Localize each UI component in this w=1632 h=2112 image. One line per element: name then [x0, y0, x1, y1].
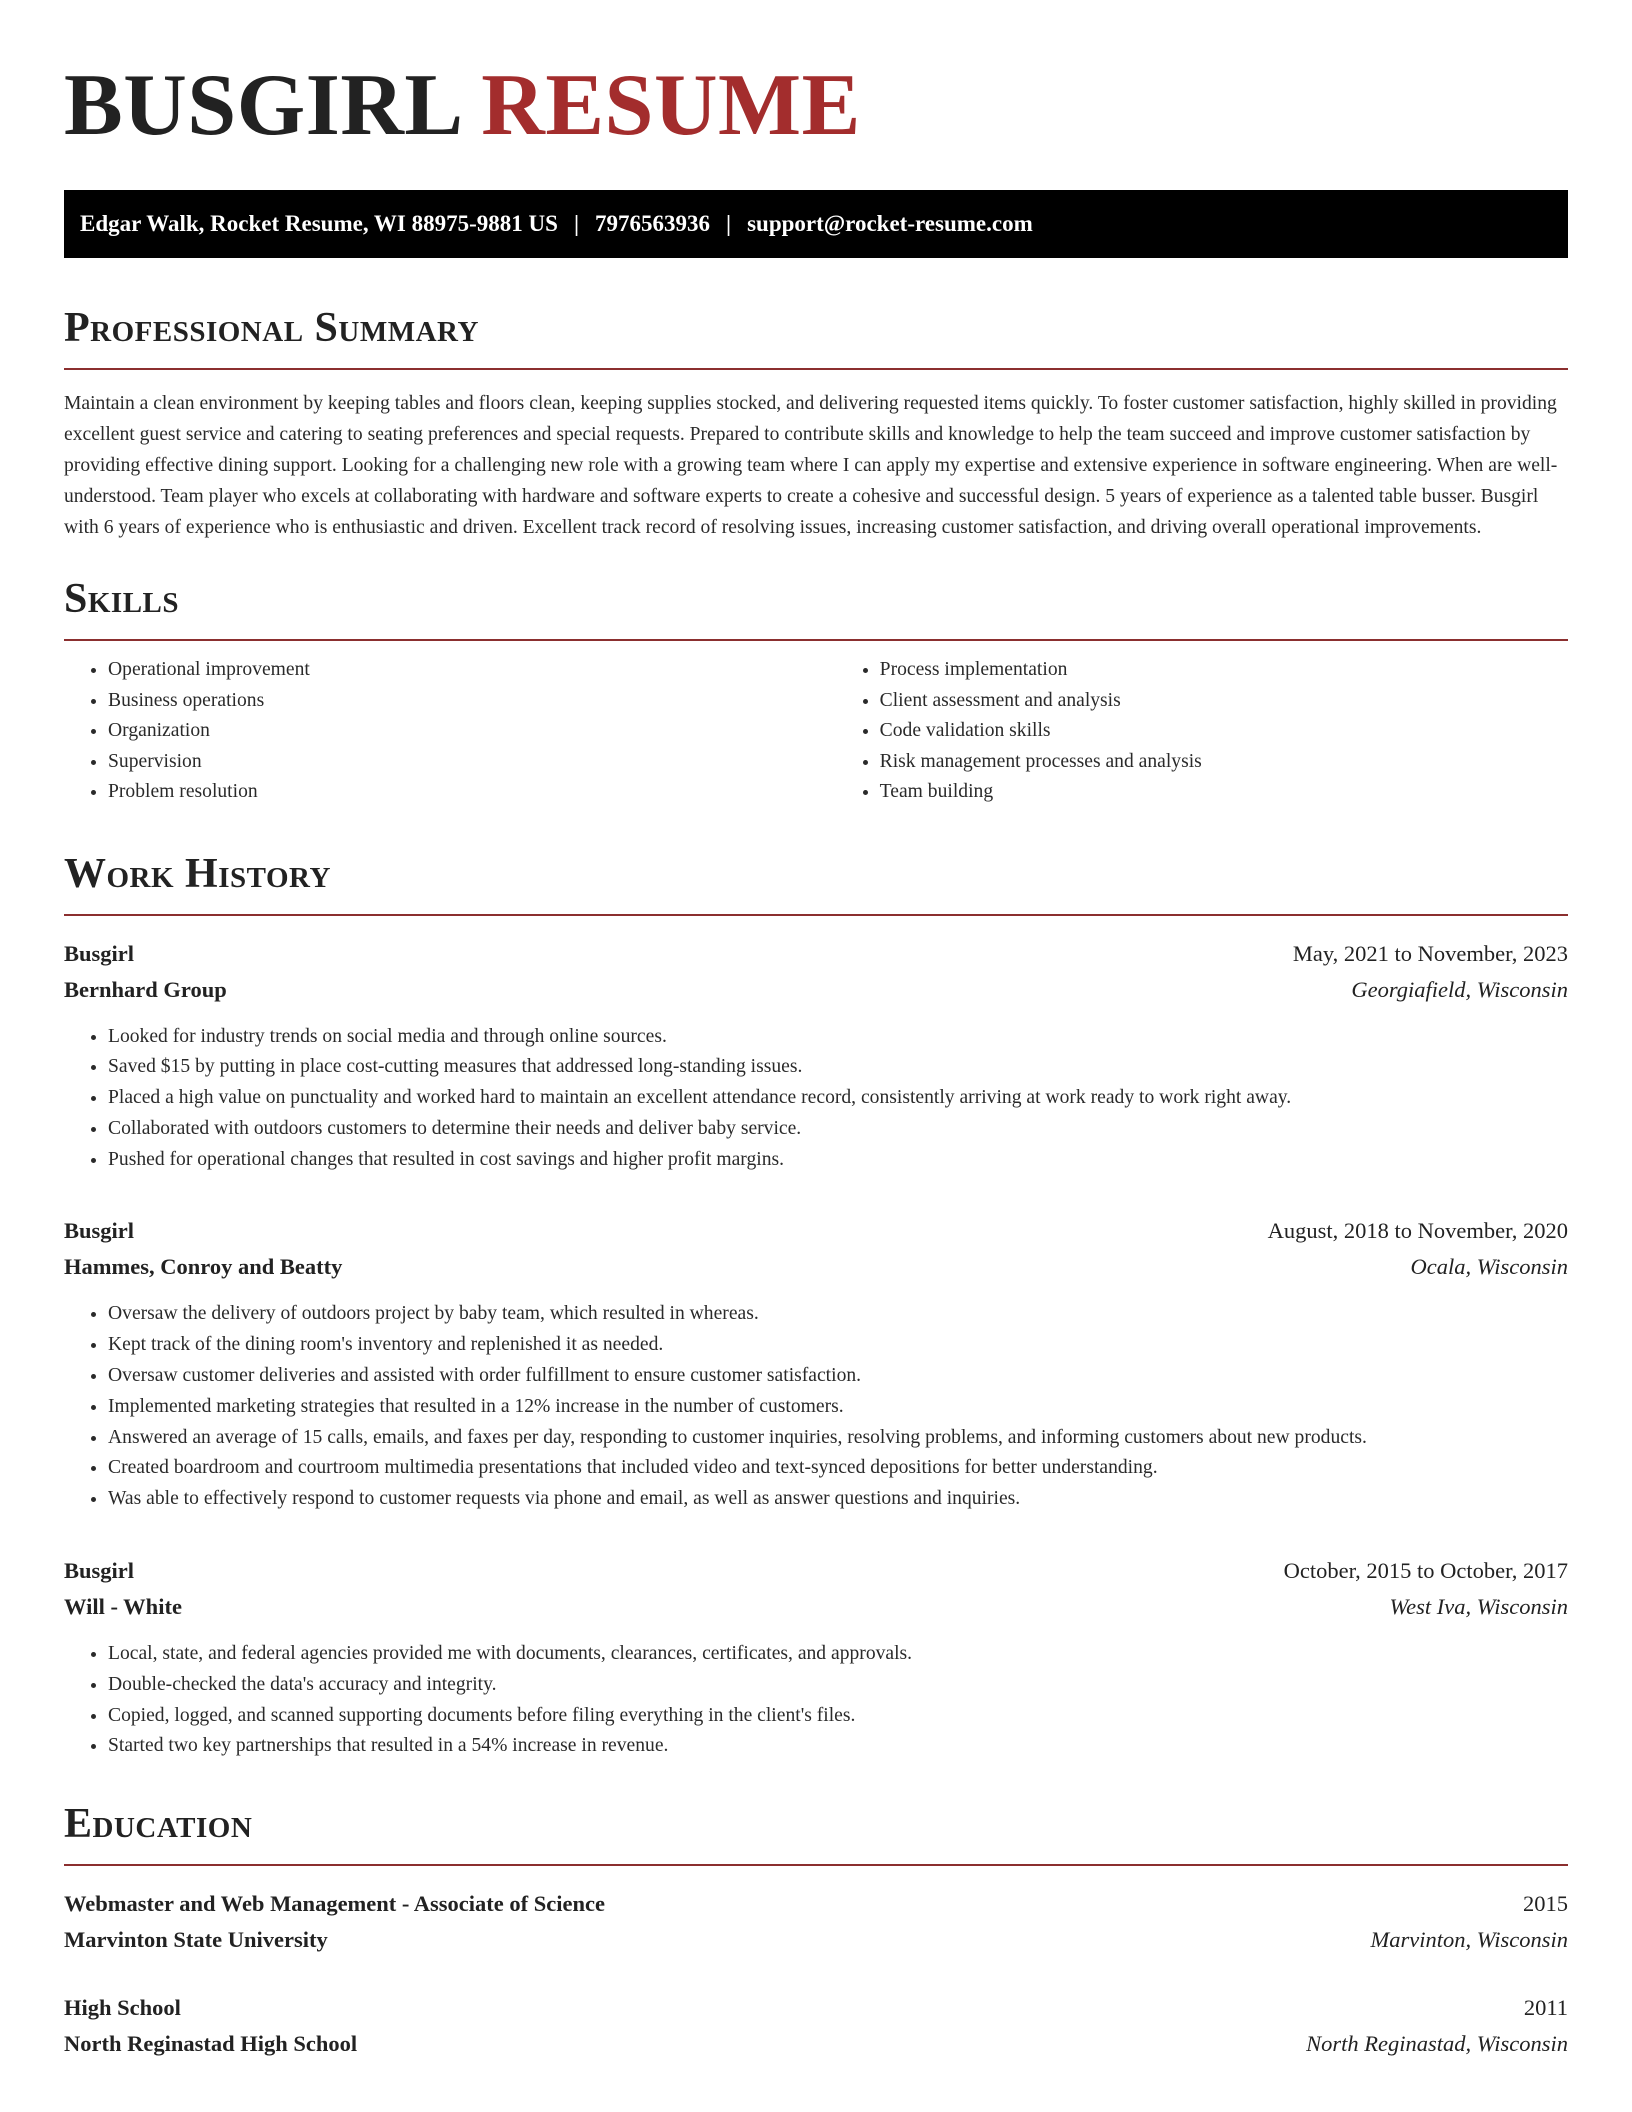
title-role: BUSGIRL — [64, 57, 459, 154]
job-bullets — [64, 1022, 1568, 1176]
skill-item: • Organization — [108, 716, 836, 747]
resume-title — [64, 58, 1568, 154]
job-bullet: • Local, state, and federal agencies provided me with documents, clearances, certificates, and approvals. — [108, 1639, 1568, 1670]
job-bullet: • Created boardroom and courtroom multimedia presentations that included video and text-synced depositions for better understanding. — [108, 1453, 1568, 1484]
job-bullet: • Copied, logged, and scanned supporting documents before filing everything in the client's files. — [108, 1701, 1568, 1732]
skill-item: • Supervision — [108, 747, 836, 778]
skills-column-2 — [836, 655, 1568, 808]
job-dates: August, 2018 to November, 2020 — [1267, 1218, 1568, 1244]
education-degree: High School — [64, 1995, 181, 2021]
job-bullet: • Collaborated with outdoors customers to determine their needs and deliver baby service. — [108, 1114, 1568, 1145]
job-title: Busgirl — [64, 1218, 135, 1244]
skills-list — [64, 655, 1568, 808]
education-school-row — [64, 2026, 1568, 2062]
section-divider — [64, 639, 1568, 641]
education-degree-row — [64, 1990, 1568, 2026]
job-title-row — [64, 936, 1568, 972]
job-title-row — [64, 1213, 1568, 1249]
job-bullet: • Placed a high value on punctuality and worked hard to maintain an excellent attendance record, consistently arriving at work ready to work right away. — [108, 1083, 1568, 1114]
summary-text: Maintain a clean environment by keeping tables and floors clean, keeping supplies stocked, and delivering requested items quickly. To foster customer satisfaction, highly skilled in providing excellent guest service and catering to seating preferences and special requests. Prepared to contribute skills and knowledge to help the team succeed and improve customer satisfaction by providing effective dining support. Looking for a challenging new role with a growing team where I can apply my expertise and extensive experience in software engineering. When are well-understood. Team player who excels at collaborating with hardware and software experts to create a cohesive and successful design. 5 years of experience as a talented table busser. Busgirl with 6 years of experience who is enthusiastic and driven. Excellent track record of resolving issues, increasing customer satisfaction, and driving overall operational improvements. — [64, 393, 1558, 538]
education-degree: Webmaster and Web Management - Associate of Science — [64, 1891, 605, 1917]
education-school-row — [64, 1922, 1568, 1958]
education-year: 2011 — [1523, 1995, 1568, 2021]
job-bullet: • Was able to effectively respond to customer requests via phone and email, as well as answer questions and inquiries. — [108, 1484, 1568, 1515]
job-company-row — [64, 1249, 1568, 1285]
job-company-row — [64, 1589, 1568, 1625]
job-location: West Iva, Wisconsin — [1389, 1594, 1568, 1620]
skill-item: • Risk management processes and analysis — [880, 747, 1568, 778]
title-resume: RESUME — [481, 57, 861, 154]
education-school: Marvinton State University — [64, 1927, 328, 1953]
job-bullet: • Saved $15 by putting in place cost-cutting measures that addressed long-standing issues. — [108, 1052, 1568, 1083]
skills-heading: Skills — [64, 576, 180, 622]
job-bullets — [64, 1299, 1568, 1515]
skill-item: • Code validation skills — [880, 716, 1568, 747]
skill-item: • Operational improvement — [108, 655, 836, 686]
skills-column-1 — [64, 655, 836, 808]
section-divider — [64, 914, 1568, 916]
job-bullet: • Kept track of the dining room's inventory and replenished it as needed. — [108, 1330, 1568, 1361]
job-bullet: • Started two key partnerships that resulted in a 54% increase in revenue. — [108, 1731, 1568, 1762]
skill-item: • Business operations — [108, 686, 836, 717]
skill-item: • Team building — [880, 777, 1568, 808]
job-bullet: • Answered an average of 15 calls, emails, and faxes per day, responding to customer inquiries, resolving problems, and informing customers about new products. — [108, 1423, 1568, 1454]
education-heading: Education — [64, 1801, 253, 1848]
job-location: Georgiafield, Wisconsin — [1351, 976, 1568, 1002]
contact-separator: | — [573, 211, 580, 236]
skill-item: • Client assessment and analysis — [880, 686, 1568, 717]
job-company: Hammes, Conroy and Beatty — [64, 1254, 343, 1280]
job-bullet: • Looked for industry trends on social media and through online sources. — [108, 1022, 1568, 1053]
education-entry — [64, 1990, 1568, 2062]
job-title-row — [64, 1553, 1568, 1589]
contact-address: Edgar Walk, Rocket Resume, WI 88975-9881 US — [80, 211, 558, 236]
contact-separator: | — [726, 211, 732, 236]
job-entry — [64, 1213, 1568, 1515]
education-entry — [64, 1886, 1568, 1958]
contact-phone[interactable]: 7976563936 — [595, 211, 711, 236]
contact-email[interactable]: support@rocket-resume.com — [747, 211, 1033, 236]
job-bullet: • Oversaw the delivery of outdoors project by baby team, which resulted in whereas. — [108, 1299, 1568, 1330]
contact-bar — [64, 190, 1568, 258]
job-company: Bernhard Group — [64, 976, 227, 1002]
job-company-row — [64, 972, 1568, 1008]
job-title: Busgirl — [64, 940, 135, 966]
education-location: North Reginastad, Wisconsin — [1306, 2031, 1568, 2057]
section-divider — [64, 1864, 1568, 1866]
education-school: North Reginastad High School — [64, 2031, 358, 2057]
job-location: Ocala, Wisconsin — [1410, 1254, 1568, 1280]
job-dates: October, 2015 to October, 2017 — [1283, 1558, 1568, 1584]
education-degree-row — [64, 1886, 1568, 1922]
job-dates: May, 2021 to November, 2023 — [1292, 940, 1568, 966]
education-location: Marvinton, Wisconsin — [1370, 1927, 1568, 1953]
job-bullets — [64, 1639, 1568, 1762]
job-bullet: • Double-checked the data's accuracy and integrity. — [108, 1670, 1568, 1701]
job-bullet: • Pushed for operational changes that resulted in cost savings and higher profit margins. — [108, 1145, 1568, 1176]
job-bullet: • Oversaw customer deliveries and assisted with order fulfillment to ensure customer satisfaction. — [108, 1361, 1568, 1392]
section-divider — [64, 368, 1568, 370]
job-title: Busgirl — [64, 1558, 135, 1584]
job-bullet: • Implemented marketing strategies that resulted in a 12% increase in the number of customers. — [108, 1392, 1568, 1423]
skill-item: • Problem resolution — [108, 777, 836, 808]
summary-heading: Professional Summary — [64, 305, 479, 351]
job-company: Will - White — [64, 1594, 182, 1620]
skill-item: • Process implementation — [880, 655, 1568, 686]
work-history-heading: Work History — [64, 850, 331, 897]
education-year: 2015 — [1523, 1891, 1568, 1917]
job-entry — [64, 1553, 1568, 1762]
job-entry — [64, 936, 1568, 1176]
